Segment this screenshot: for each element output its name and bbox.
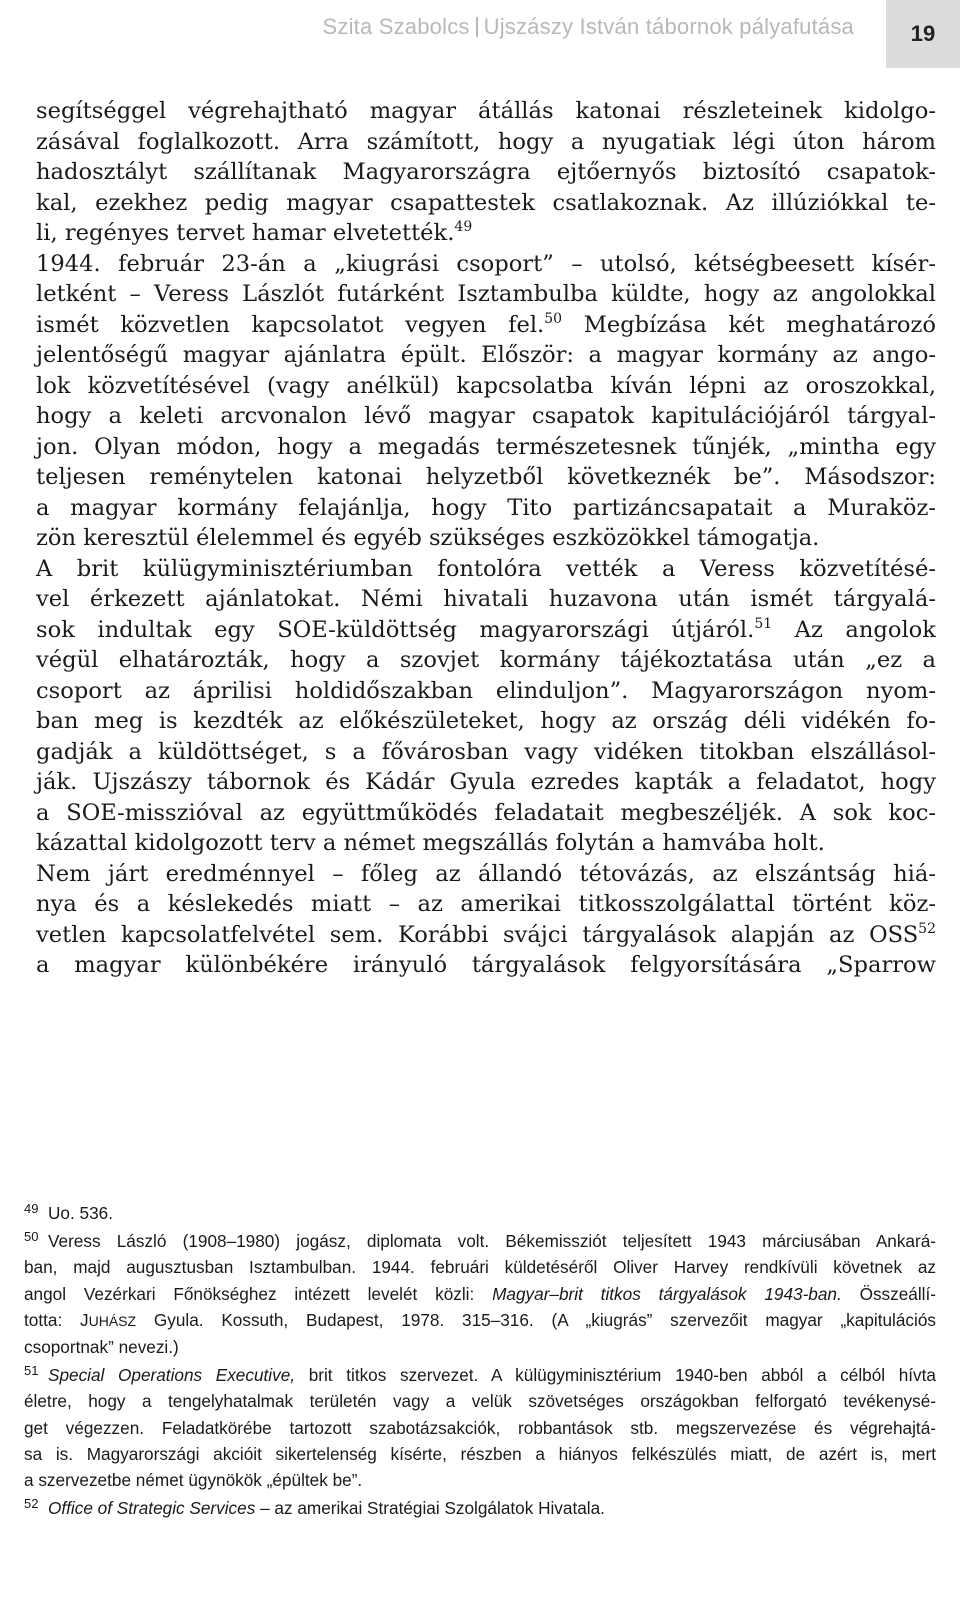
footnote-line: a szervezetbe német ügynökök „épültek be”. (24, 1470, 363, 1491)
text-segment: li, regényes tervet hamar elvetették. (36, 220, 455, 246)
text-line: Nem járt eredménnyel – főleg az állandó tétovázás, az elszántság hiá- (36, 860, 936, 887)
text-line: zásával foglalkozott. Arra számított, hogy a nyugatiak légi úton három (36, 128, 936, 155)
running-title-separator (476, 17, 478, 37)
text-line (36, 218, 936, 249)
paragraph-4 (36, 859, 936, 981)
footnote-number: 51 (24, 1363, 39, 1379)
footnote-line (24, 1495, 936, 1521)
footnote-line: csoportnak” nevezi.) (24, 1337, 179, 1358)
text-line: zön keresztül élelemmel és egyéb szükséges eszközökkel támogatja. (36, 525, 820, 551)
text-line (36, 310, 936, 341)
text-segment: vetlen kapcsolatfelvétel sem. Korábbi svájci tárgyalások alapján az OSS (36, 921, 919, 948)
text-line: segítséggel végrehajtható magyar átállás katonai részleteinek kidolgo- (36, 98, 936, 124)
running-title-author: Szita Szabolcs (322, 14, 470, 39)
text-line: jon. Olyan módon, hogy a megadás természetesnek tűnjék, „mintha egy (36, 433, 936, 460)
footnote-line: ban, majd augusztusban Isztambulban. 1944. februári küldetéséről Oliver Harvey rendkívüli követnek az (24, 1257, 936, 1278)
text-segment: – az amerikai Stratégiai Szolgálatok Hivatala. (255, 1498, 605, 1519)
text-line: hadosztályt szállítanak Magyarországra ejtőernyős biztosító csapatok- (36, 159, 936, 185)
text-segment: Összeállí- (841, 1283, 936, 1304)
footnote-line (24, 1200, 936, 1226)
text-segment: angol Vezérkari Főnökséghez intézett levelét közli: (24, 1283, 493, 1304)
text-line: a magyar különbékére irányuló tárgyalások felgyorsítására „Sparrow (36, 952, 936, 978)
text-segment: Az angolok (772, 616, 936, 643)
footnotes (24, 1200, 936, 1523)
text-segment-italic: Office of Strategic Services (48, 1498, 256, 1519)
text-line: A brit külügyminisztériumban fontolóra vették a Veress közvetítésé- (36, 555, 936, 582)
text-line: a SOE-misszióval az együttműködés feladatait megbeszéljék. A sok koc- (36, 799, 936, 826)
footnote-line (24, 1228, 936, 1254)
text-segment: Gyula. Kossuth, Budapest, 1978. 315–316. (A „kiugrás” szervezőit magyar „kapitulációs (136, 1309, 936, 1330)
footnote-ref-52[interactable]: 52 (918, 920, 936, 937)
footnote-line (24, 1362, 936, 1388)
text-line: lok közvetítésével (vagy anélkül) kapcsolatba kíván lépni az oroszokkal, (36, 372, 936, 399)
text-line (36, 920, 936, 951)
text-line: csoport az áprilisi holdidőszakban elinduljon”. Magyarországon nyom- (36, 677, 936, 704)
text-line: nya és a késlekedés miatt – az amerikai titkosszolgálattal történt köz- (36, 891, 936, 917)
text-line: kal, ezekhez pedig magyar csapattestek csatlakoznak. Az illúziókkal te- (36, 189, 936, 216)
text-segment: Megbízása két meghatározó (562, 311, 936, 338)
footnote-number: 52 (24, 1496, 39, 1512)
footnote-number: 49 (24, 1201, 39, 1216)
running-title (323, 14, 854, 40)
footnote-number: 50 (24, 1229, 39, 1245)
text-segment: totta: J (24, 1309, 89, 1330)
text-line (36, 615, 936, 646)
paragraph-1 (36, 96, 936, 249)
text-segment: Uo. 536. (48, 1203, 113, 1223)
footnote-line (24, 1307, 936, 1334)
page-number: 19 (886, 0, 960, 68)
paragraph-2 (36, 249, 936, 554)
footnote-line: sa is. Magyarországi akcióit sikertelenség kísérte, részben a hiányos felkészülés miatt, de azért is, mert (24, 1443, 936, 1464)
text-line: teljesen reménytelen katonai helyzetből következnék be”. Másodszor: (36, 464, 936, 490)
footnote-line: get végezzen. Feladatkörébe tartozott szabotázsakciók, robbantások stb. megszervezése és végrehajtá- (24, 1417, 936, 1438)
text-segment-italic: Special Operations Executive, (48, 1365, 296, 1386)
text-line: letként – Veress Lászlót futárként Isztambulba küldte, hogy az angolokkal (36, 281, 936, 307)
text-line: jelentőségű magyar ajánlatra épült. Először: a magyar kormány az ango- (36, 342, 936, 368)
page-header (0, 0, 960, 68)
footnote-ref-49[interactable]: 49 (454, 219, 473, 235)
footnote-50 (24, 1228, 936, 1360)
text-line: gadják a küldöttséget, s a fővárosban vagy vidéken titokban elszállásol- (36, 738, 936, 765)
text-line: ban meg is kezdték az előkészületeket, hogy az ország déli vidékén fo- (36, 708, 936, 734)
text-segment-smallcaps: UHÁSZ (88, 1312, 137, 1329)
text-line: hogy a keleti arcvonalon lévő magyar csapatok kapitulációjáról tárgyal- (36, 403, 936, 429)
footnote-ref-51[interactable]: 51 (754, 615, 773, 632)
text-line: 1944. február 23-án a „kiugrási csoport” – utolsó, kétségbeesett kísér- (36, 250, 936, 277)
text-segment: ismét közvetlen kapcsolatot vegyen fel. (36, 311, 545, 338)
running-title-text: Ujszászy István tábornok pályafutása (483, 14, 854, 39)
footnote-52 (24, 1495, 936, 1521)
footnote-51 (24, 1362, 936, 1493)
paragraph-3 (36, 554, 936, 859)
text-line: ják. Ujszászy tábornok és Kádár Gyula ezredes kapták a feladatot, hogy (36, 769, 936, 795)
text-segment: brit titkos szervezet. A külügyminisztérium 1940-ben abból a célból hívta (295, 1365, 936, 1386)
text-line: végül elhatározták, hogy a szovjet kormány tájékoztatása után „ez a (36, 647, 936, 673)
text-segment-italic: Magyar–brit titkos tárgyalások 1943-ban. (492, 1283, 842, 1304)
text-segment: Veress László (1908–1980) jogász, diplomata volt. Békemissziót teljesített 1943 márciusában Ankará- (48, 1231, 936, 1252)
footnote-49 (24, 1200, 936, 1226)
footnote-line: életre, hogy a tengelyhatalmak területén vagy a velük szövetséges országokban felforgató tevékenysé- (24, 1391, 936, 1412)
text-line: kázattal kidolgozott terv a német megszállás folytán a hamvába holt. (36, 830, 825, 856)
text-line: vel érkezett ajánlatokat. Némi hivatali huzavona után ismét tárgyalá- (36, 586, 936, 612)
footnote-line (24, 1281, 936, 1307)
text-line: a magyar kormány felajánlja, hogy Tito partizáncsapatait a Muraköz- (36, 494, 936, 521)
footnote-ref-50[interactable]: 50 (544, 310, 563, 327)
main-text (36, 96, 936, 981)
text-segment: sok indultak egy SOE-küldöttség magyarországi útjáról. (36, 616, 755, 643)
